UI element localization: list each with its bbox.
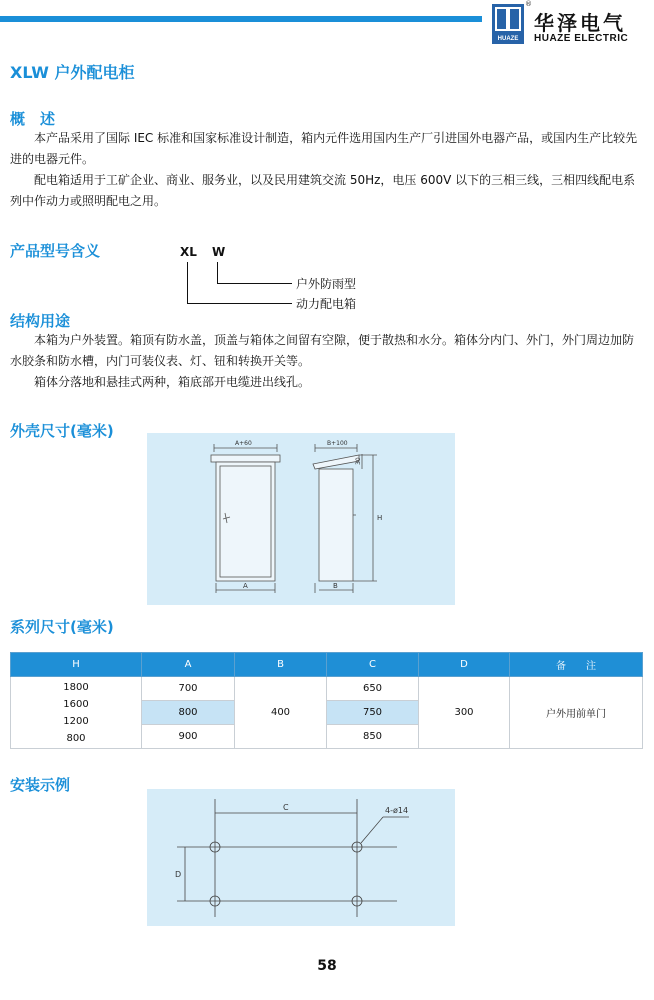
dim-b100-label: B+100	[327, 440, 348, 447]
model-code-w: W	[212, 245, 226, 259]
cell-h-2: 1600	[63, 698, 89, 710]
dim-30-label: 30	[355, 457, 362, 465]
dim-b-label: B	[333, 582, 338, 590]
page-title: XLW 户外配电柜	[10, 63, 135, 82]
dim-a-label: A	[243, 582, 248, 590]
overview-heading: 概 述	[10, 110, 56, 128]
cell-h-1: 1800	[63, 681, 89, 693]
overview-paragraph-1: 本产品采用了国际 IEC 标准和国家标准设计制造，箱内元件选用国内生产厂引进国外电器产品，或国内生产比较先进的电器元件。	[10, 131, 638, 166]
outline-heading: 外壳尺寸(毫米)	[10, 422, 114, 440]
structure-paragraph-1: 本箱为户外装置。箱顶有防水盖，顶盖与箱体之间留有空隙，便于散热和水分。箱体分内门、外门，外门周边加防水胶条和防水槽，内门可装仪表、灯、钮和转换开关等。	[10, 333, 635, 368]
install-drawing	[147, 789, 455, 926]
cell-h-4: 800	[66, 732, 86, 744]
cell-h-3: 1200	[63, 715, 89, 727]
logo-text: HUAZE	[497, 36, 519, 42]
model-label-1: 户外防雨型	[296, 277, 357, 291]
model-code-xl: XL	[180, 245, 197, 259]
cell-c-3: 850	[327, 725, 419, 749]
header-bar	[0, 16, 482, 22]
series-heading: 系列尺寸(毫米)	[10, 618, 114, 636]
install-holes-svg	[147, 789, 455, 926]
model-heading: 产品型号含义	[10, 242, 101, 260]
table-header-row	[11, 653, 643, 677]
col-note-header: 备 注	[510, 653, 643, 677]
install-dim-d-label: D	[175, 870, 182, 879]
cell-c-2: 750	[327, 701, 419, 725]
cabinet-outline-svg	[147, 433, 455, 605]
dim-a60-label: A+60	[235, 440, 252, 447]
col-c-header: C	[327, 653, 419, 677]
col-b-header: B	[235, 653, 327, 677]
logo-mark-icon	[495, 7, 521, 31]
overview-paragraph-2: 配电箱适用于工矿企业、商业、服务业，以及民用建筑交流 50Hz，电压 600V 以下的三相三线，三相四线配电系列中作动力或照明配电之用。	[10, 173, 636, 208]
series-dimension-table	[10, 652, 643, 749]
dim-h-label: H	[377, 514, 383, 522]
col-d-header: D	[419, 653, 510, 677]
outline-drawing	[147, 433, 455, 605]
model-label-2: 动力配电箱	[296, 297, 357, 311]
cell-c-1: 650	[327, 677, 419, 701]
col-a-header: A	[142, 653, 235, 677]
registered-mark: ®	[525, 0, 532, 8]
company-name-cn: 华泽电气	[534, 11, 626, 35]
install-holes-label: 4-ø14	[385, 806, 409, 815]
cell-note: 户外用前单门	[510, 677, 643, 749]
cell-d: 300	[419, 677, 510, 749]
structure-paragraph-2: 箱体分落地和悬挂式两种，箱底部开电缆进出线孔。	[34, 375, 311, 389]
cell-h-values	[11, 677, 142, 749]
cell-a-2: 800	[142, 701, 235, 725]
col-h-header: H	[11, 653, 142, 677]
model-code-diagram	[150, 238, 410, 311]
cell-a-3: 900	[142, 725, 235, 749]
cell-b: 400	[235, 677, 327, 749]
install-heading: 安装示例	[10, 776, 71, 794]
company-name-en: HUAZE ELECTRIC	[534, 33, 629, 44]
install-dim-c-label: C	[283, 803, 289, 812]
company-logo	[492, 4, 524, 44]
cell-a-1: 700	[142, 677, 235, 701]
structure-heading: 结构用途	[10, 312, 71, 330]
page-number: 58	[317, 958, 337, 974]
table-row	[11, 677, 643, 701]
